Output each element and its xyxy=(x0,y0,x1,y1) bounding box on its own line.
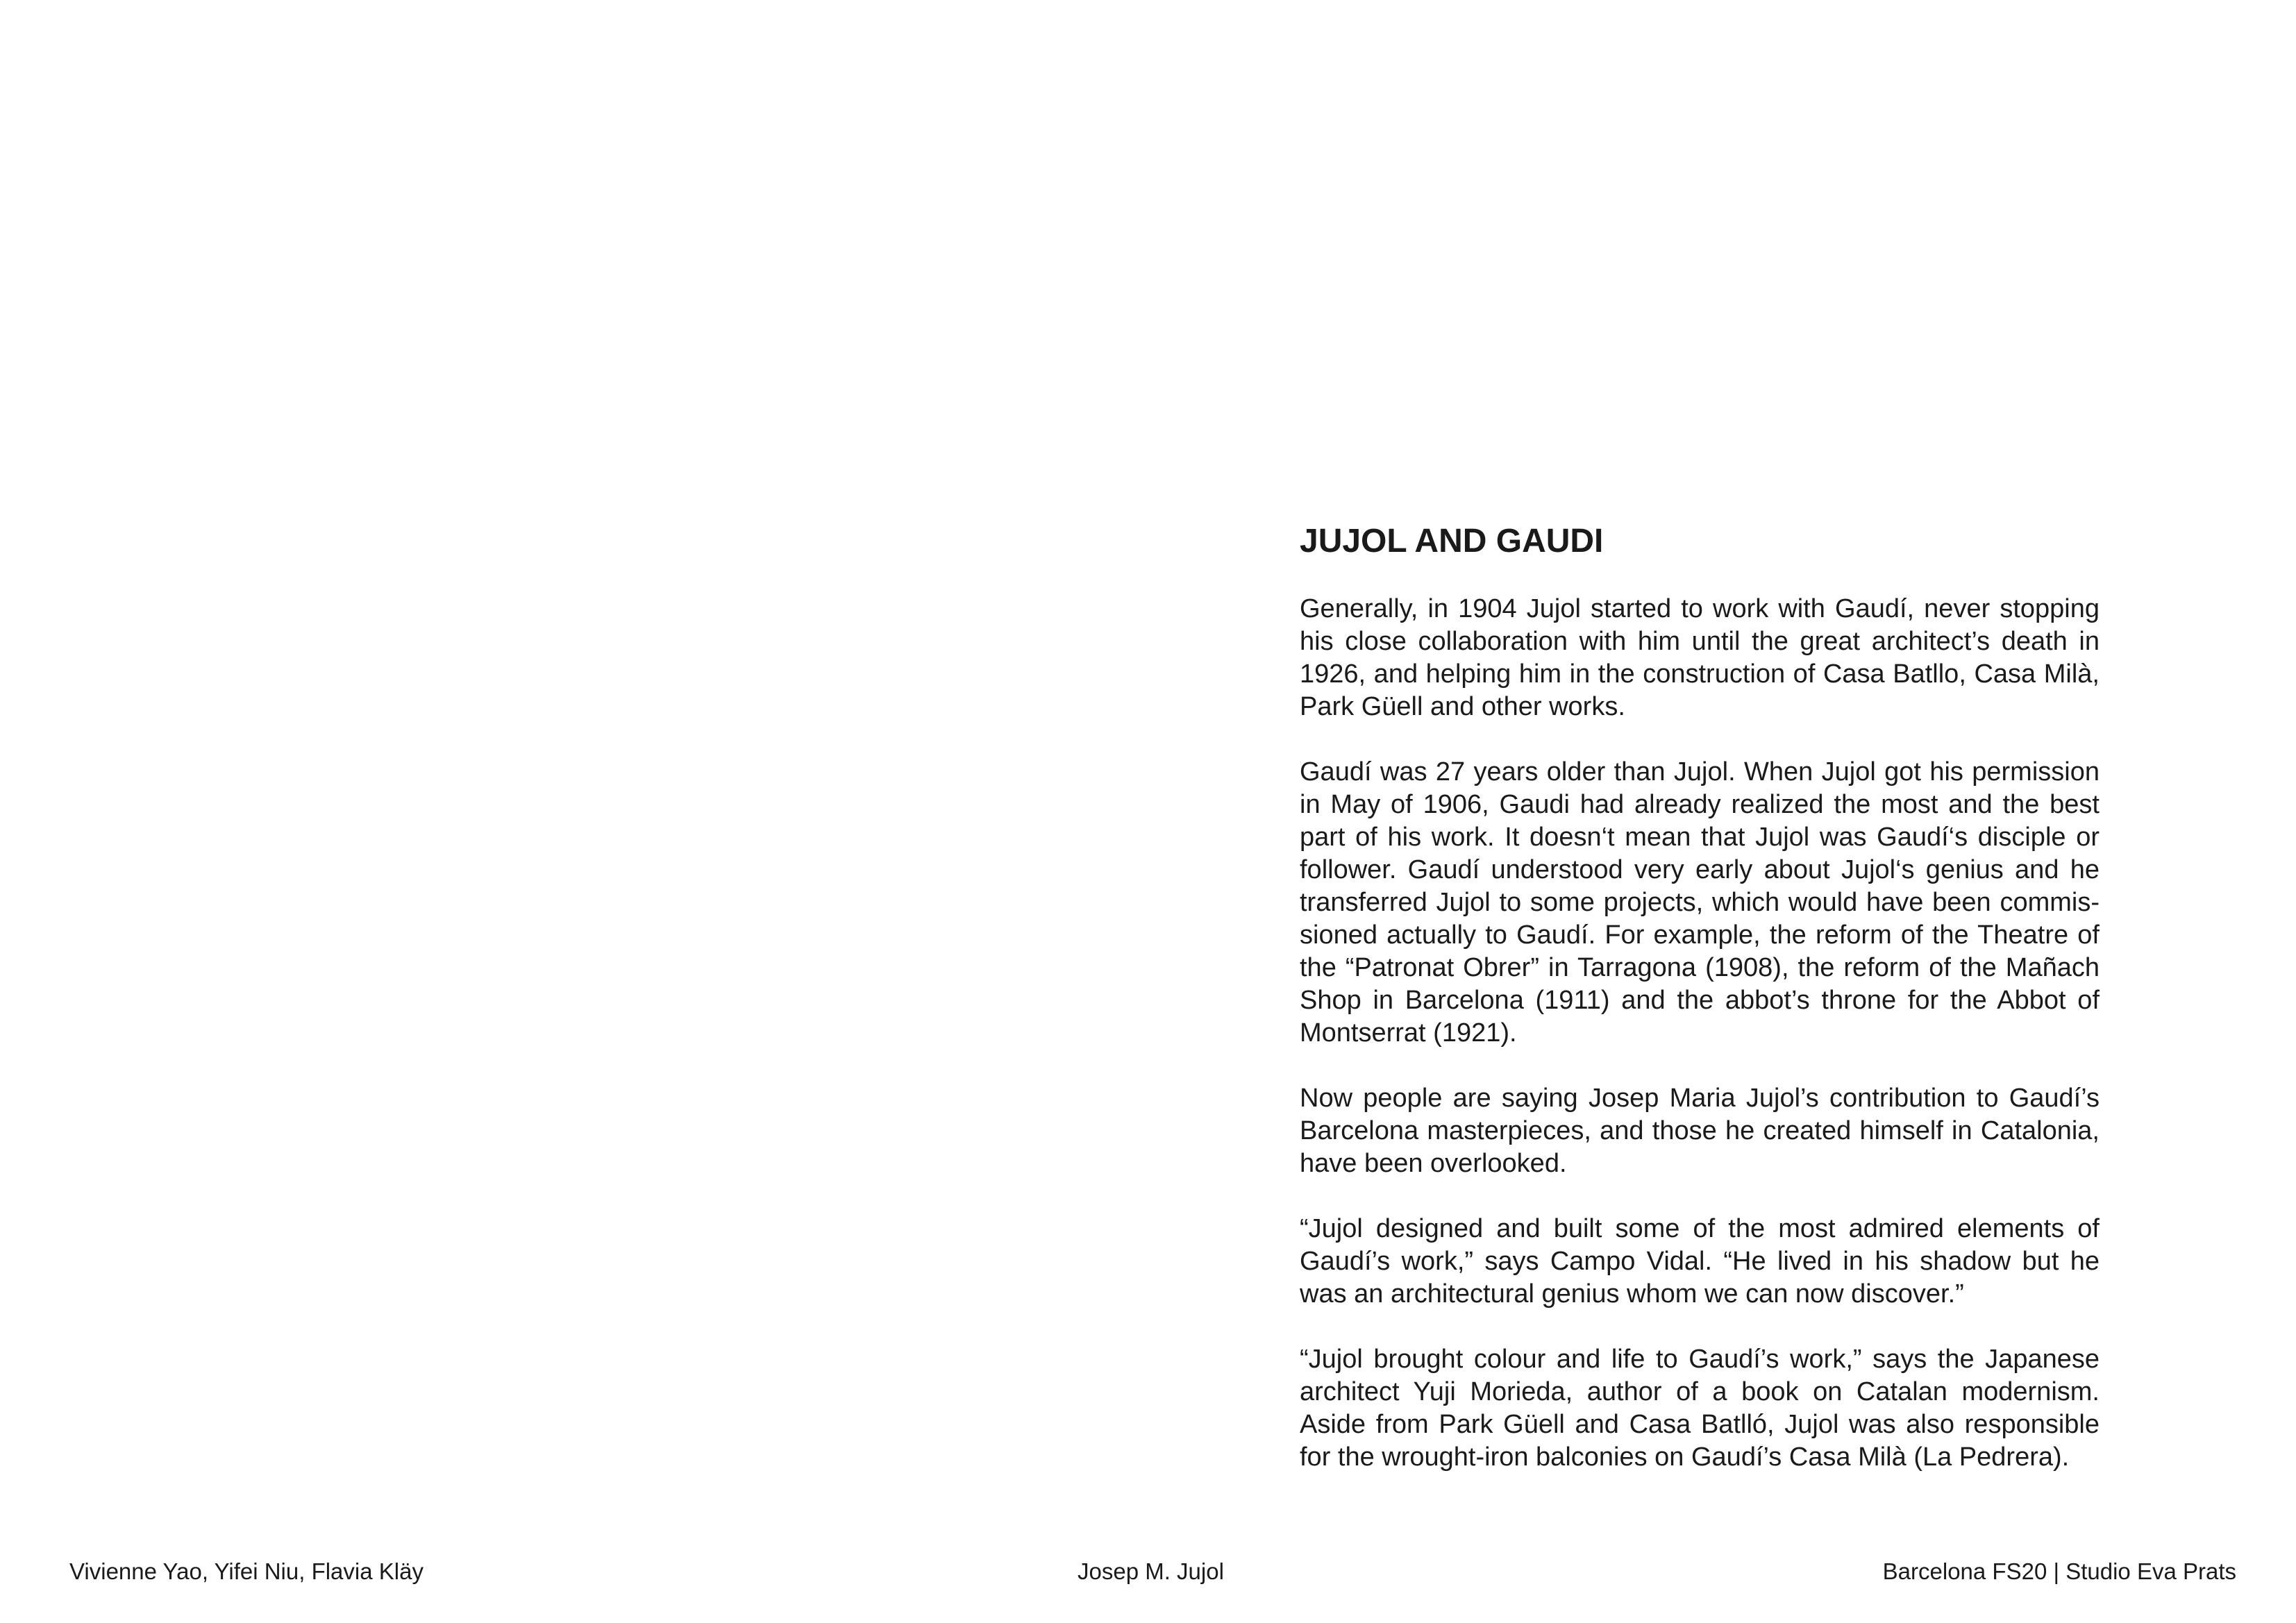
article-paragraph-3: Now people are saying Josep Maria Jujol’s contribution to Gaudí’s Barcelona masterpieces, and those he created himself in Catalonia, have been overlooked. xyxy=(1300,1084,2100,1178)
article-paragraph-2: Gaudí was 27 years older than Jujol. When Jujol got his permission in May of 1906, Gaudi had already realized the most and the best part of his work. It doesn‘t mean that Jujol was Gaudí‘s disciple or follower. Gaudí understood very early about Jujol‘s genius and he transferred Jujol to some projects, which would have been commissioned actually to Gaudí. For example, the reform of the Theatre of the “Patronat Obrer” in Tarragona (1908), the reform of the Mañach Shop in Barcelona (1911) and the abbot’s throne for the Abbot of Montserrat (1921). xyxy=(1300,757,2100,1048)
article-paragraph-5: “Jujol brought colour and life to Gaudí’s work,” says the Japanese architect Yuji Morieda, author of a book on Catalan modernism. Aside from Park Güell and Casa Batlló, Jujol was also responsible for the wrought-iron balconies on Gaudí’s Casa Milà (La Pedrera). xyxy=(1300,1345,2100,1472)
article-paragraph-1: Generally, in 1904 Jujol started to work with Gaudí, never stopping his close collaboration with him until the great architect’s death in 1926, and helping him in the construction of Casa Batllo, Casa Milà, Park Güell and other works. xyxy=(1300,594,2100,721)
article-section xyxy=(1300,519,2100,1506)
article-title: JUJOL AND GAUDI xyxy=(1300,523,1604,560)
footer-subject: Josep M. Jujol xyxy=(1078,1558,1224,1584)
footer-course: Barcelona FS20 | Studio Eva Prats xyxy=(1882,1558,2236,1584)
article-paragraph-4: “Jujol designed and built some of the most admired elements of Gaudí’s work,” says Campo Vidal. “He lived in his shadow but he was an architectural genius whom we can now discover.” xyxy=(1300,1214,2100,1309)
footer-authors: Vivienne Yao, Yifei Niu, Flavia Kläy xyxy=(69,1558,424,1584)
